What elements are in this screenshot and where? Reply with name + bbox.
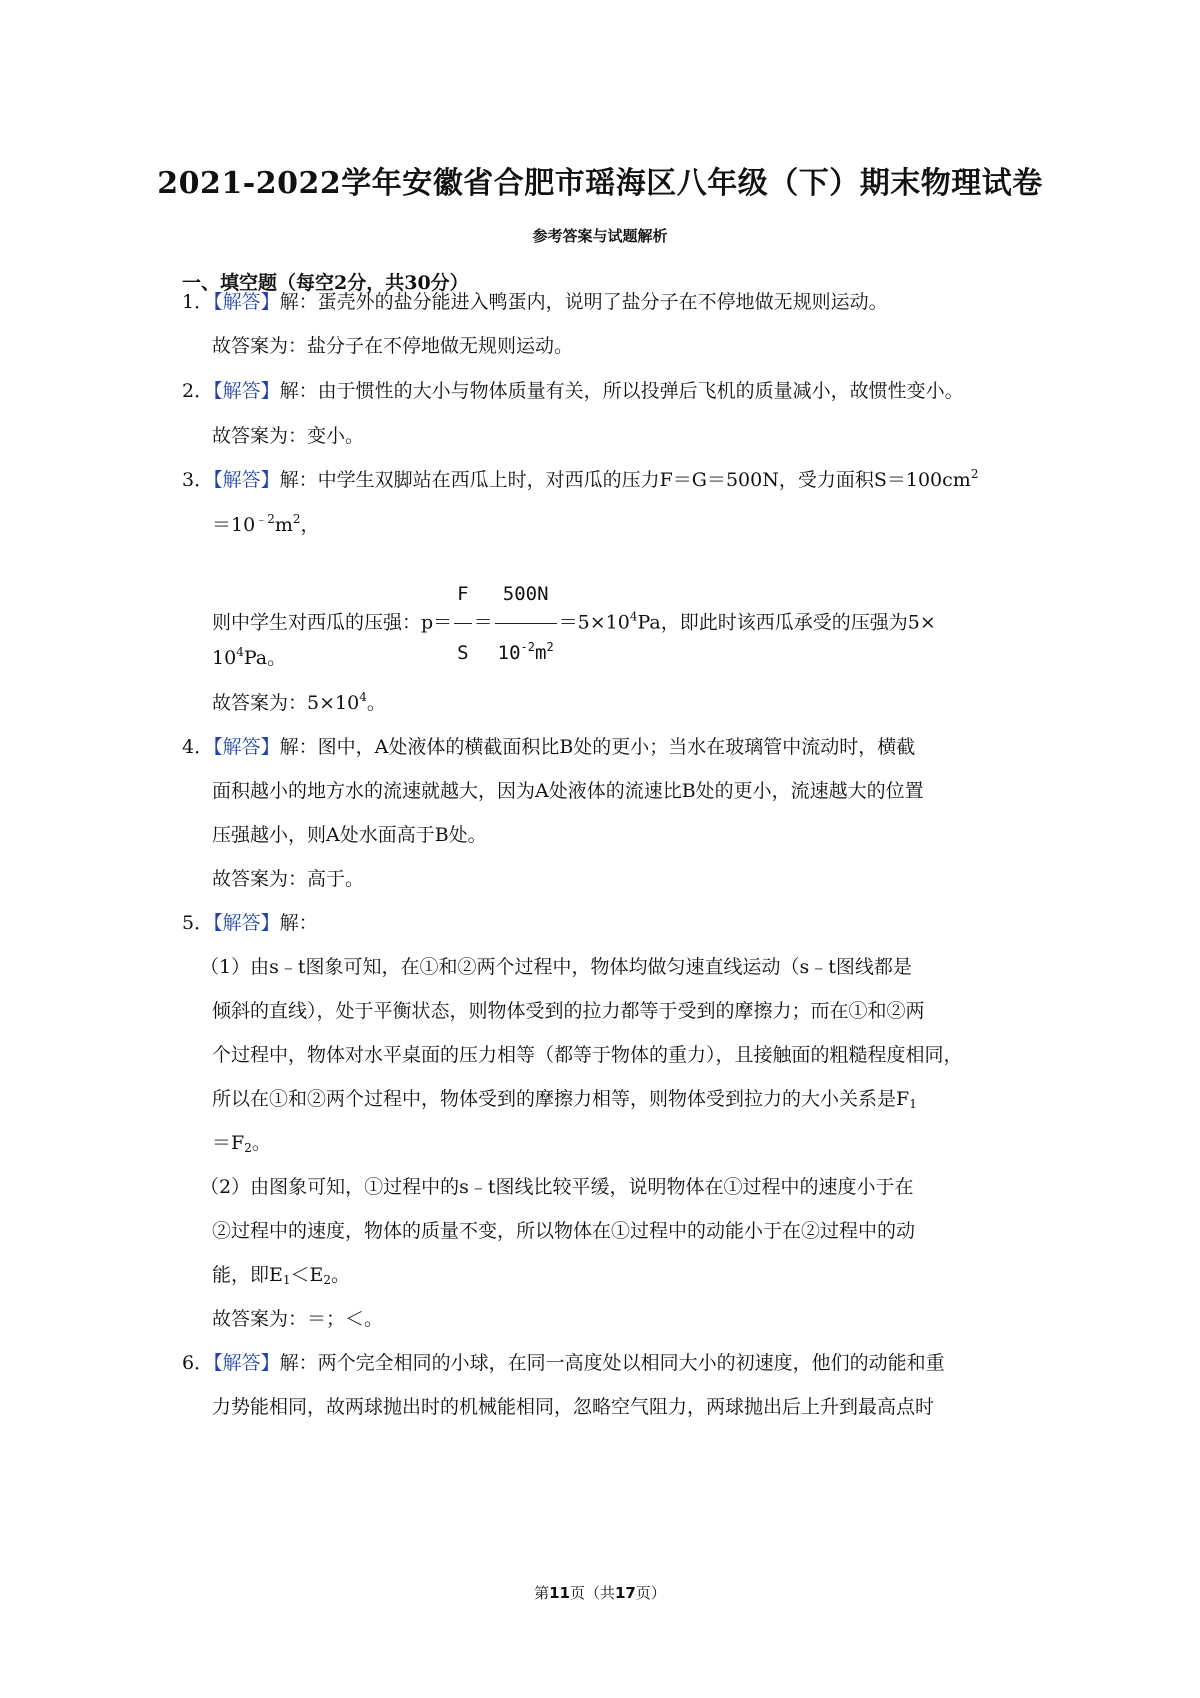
footer-page-number: 11: [549, 1584, 570, 1602]
q2-line: [182, 378, 964, 404]
q5-p1-line4: [212, 1086, 917, 1112]
q3-l4a: 10: [212, 647, 237, 669]
q3-frac1-den: S: [457, 642, 469, 664]
q3-l3c: Pa，即此时该西瓜承受的压强为5×: [637, 611, 936, 634]
q5-line1: [182, 910, 318, 936]
section-heading: 一、填空题（每空2分，共30分）: [182, 272, 469, 294]
q2-answer-tag: 【解答】: [213, 380, 280, 402]
q4-line2: 面积越小的地方水的流速就越大，因为A处液体的流速比B处的更小，流速越大的位置: [212, 780, 924, 802]
q3-line2: [212, 512, 320, 538]
footer-total-pages: 17: [615, 1584, 636, 1602]
q3-fraction-F-over-S: [454, 566, 471, 681]
q5-number: 5．: [182, 912, 214, 934]
q3-number: 3．: [182, 469, 214, 491]
q5-p1-l4a: 所以在①和②两个过程中，物体受到的摩擦力相等，则物体受到拉力的大小关系是F: [212, 1088, 910, 1110]
q3-l2-sup2: 2: [292, 512, 301, 526]
q3-frac2-den-a: 10: [497, 642, 521, 664]
footer-prefix: 第: [534, 1584, 550, 1602]
q3-frac2-den-sup: -2: [520, 640, 535, 654]
q5-p1-l5b: 。: [251, 1132, 271, 1154]
q4-line3: 压强越小，则A处水面高于B处。: [212, 824, 487, 846]
q3-line1: [182, 467, 978, 493]
q3-line4: [212, 645, 286, 671]
q3-l3-sup: 4: [629, 609, 638, 624]
q3-answer-b: 。: [366, 692, 386, 714]
q5-text1: 解：: [279, 912, 318, 934]
q3-frac2-den-b: m: [534, 642, 547, 664]
q3-line3: [212, 566, 936, 681]
q1-text: 解：蛋壳外的盐分能进入鸭蛋内，说明了盐分子在不停地做无规则运动。: [279, 291, 888, 313]
q3-l2c: ，: [300, 514, 320, 536]
q3-l4-sup: 4: [236, 645, 244, 659]
q5-p2-line1: （2）由图象可知，①过程中的s﹣t图线比较平缓，说明物体在①过程中的速度小于在: [200, 1176, 914, 1198]
footer-suffix: 页）: [635, 1584, 666, 1602]
q3-frac2-den-sup2: 2: [546, 640, 554, 654]
q4-answer: 故答案为：高于。: [212, 868, 365, 890]
page-title: 2021-2022学年安徽省合肥市瑶海区八年级（下）期末物理试卷: [157, 166, 1043, 201]
q3-frac2-den: [495, 624, 557, 681]
q2-answer: 故答案为：变小。: [212, 425, 365, 447]
q3-l2a: ＝10: [212, 514, 256, 536]
q1-line: [182, 289, 888, 315]
q6-line2: 力势能相同，故两球抛出时的机械能相同，忽略空气阻力，两球抛出后上升到最高点时: [212, 1396, 935, 1418]
q5-p2-l3c: 。: [331, 1264, 351, 1286]
q2-number: 2．: [182, 380, 214, 402]
q2-text: 解：由于惯性的大小与物体质量有关，所以投弹后飞机的质量减小，故惯性变小。: [279, 380, 964, 402]
page-footer: [0, 1582, 1200, 1603]
q6-text1: 解：两个完全相同的小球，在同一高度处以相同大小的初速度，他们的动能和重: [279, 1352, 945, 1374]
q1-answer-tag: 【解答】: [213, 291, 280, 313]
q3-eq: ＝: [473, 611, 493, 634]
q3-text1: 解：中学生双脚站在西瓜上时，对西瓜的压力F＝G＝500N，受力面积S＝100cm: [279, 469, 971, 491]
footer-middle: 页（共: [569, 1584, 615, 1602]
q3-fraction-500N: [495, 566, 557, 681]
q5-p1-l5-sub: 2: [244, 1141, 252, 1155]
q3-l4b: Pa。: [243, 647, 287, 669]
q3-answer-a: 故答案为：5×10: [212, 692, 360, 714]
q3-l2b: m: [274, 514, 293, 536]
q3-l3b: ＝5×10: [558, 611, 630, 634]
q5-p2-l3a: 能，即E: [212, 1264, 283, 1286]
q5-p1-l5a: ＝F: [212, 1132, 245, 1154]
q5-p1-line3: 个过程中，物体对水平桌面的压力相等（都等于物体的重力），且接触面的粗糙程度相同，: [212, 1044, 963, 1066]
q3-l2-sup1: ﹣2: [255, 512, 275, 526]
q5-p1-line1: （1）由s﹣t图象可知，在①和②两个过程中，物体均做匀速直线运动（s﹣t图线都是: [200, 956, 912, 978]
q6-number: 6．: [182, 1352, 214, 1374]
q5-p2-l3b: ＜E: [290, 1264, 324, 1286]
q3-frac2-num: 500N: [495, 566, 557, 624]
q4-text1: 解：图中，A处液体的横截面积比B处的更小；当水在玻璃管中流动时，横截: [279, 736, 916, 758]
q5-p1-line5: [212, 1130, 271, 1156]
q5-p2-l3-sub2: 2: [323, 1273, 332, 1287]
q4-line1: [182, 734, 915, 760]
q1-answer: 故答案为：盐分子在不停地做无规则运动。: [212, 335, 574, 357]
q4-number: 4．: [182, 736, 214, 758]
q5-p1-l4-sub: 1: [909, 1097, 917, 1111]
q3-answer: [212, 690, 386, 716]
q6-answer-tag: 【解答】: [213, 1352, 280, 1374]
q3-answer-tag: 【解答】: [213, 469, 280, 491]
q3-answer-sup: 4: [359, 690, 367, 704]
q3-frac1-num: F: [454, 566, 471, 624]
q4-answer-tag: 【解答】: [213, 736, 280, 758]
q5-p2-l3-sub1: 1: [282, 1273, 291, 1287]
q5-p2-line2: ②过程中的速度，物体的质量不变，所以物体在①过程中的动能小于在②过程中的动: [212, 1220, 916, 1242]
q5-answer: 故答案为：＝；＜。: [212, 1308, 384, 1330]
page-subtitle: 参考答案与试题解析: [532, 227, 668, 245]
q6-line1: [182, 1350, 945, 1376]
q5-answer-tag: 【解答】: [213, 912, 280, 934]
q5-p2-line3: [212, 1262, 350, 1288]
q1-number: 1．: [182, 291, 214, 313]
q3-l3a: 则中学生对西瓜的压强：p＝: [212, 611, 453, 634]
q3-sup1: 2: [970, 467, 979, 481]
q5-p1-line2: 倾斜的直线），处于平衡状态，则物体受到的拉力都等于受到的摩擦力；而在①和②两: [212, 1000, 925, 1022]
